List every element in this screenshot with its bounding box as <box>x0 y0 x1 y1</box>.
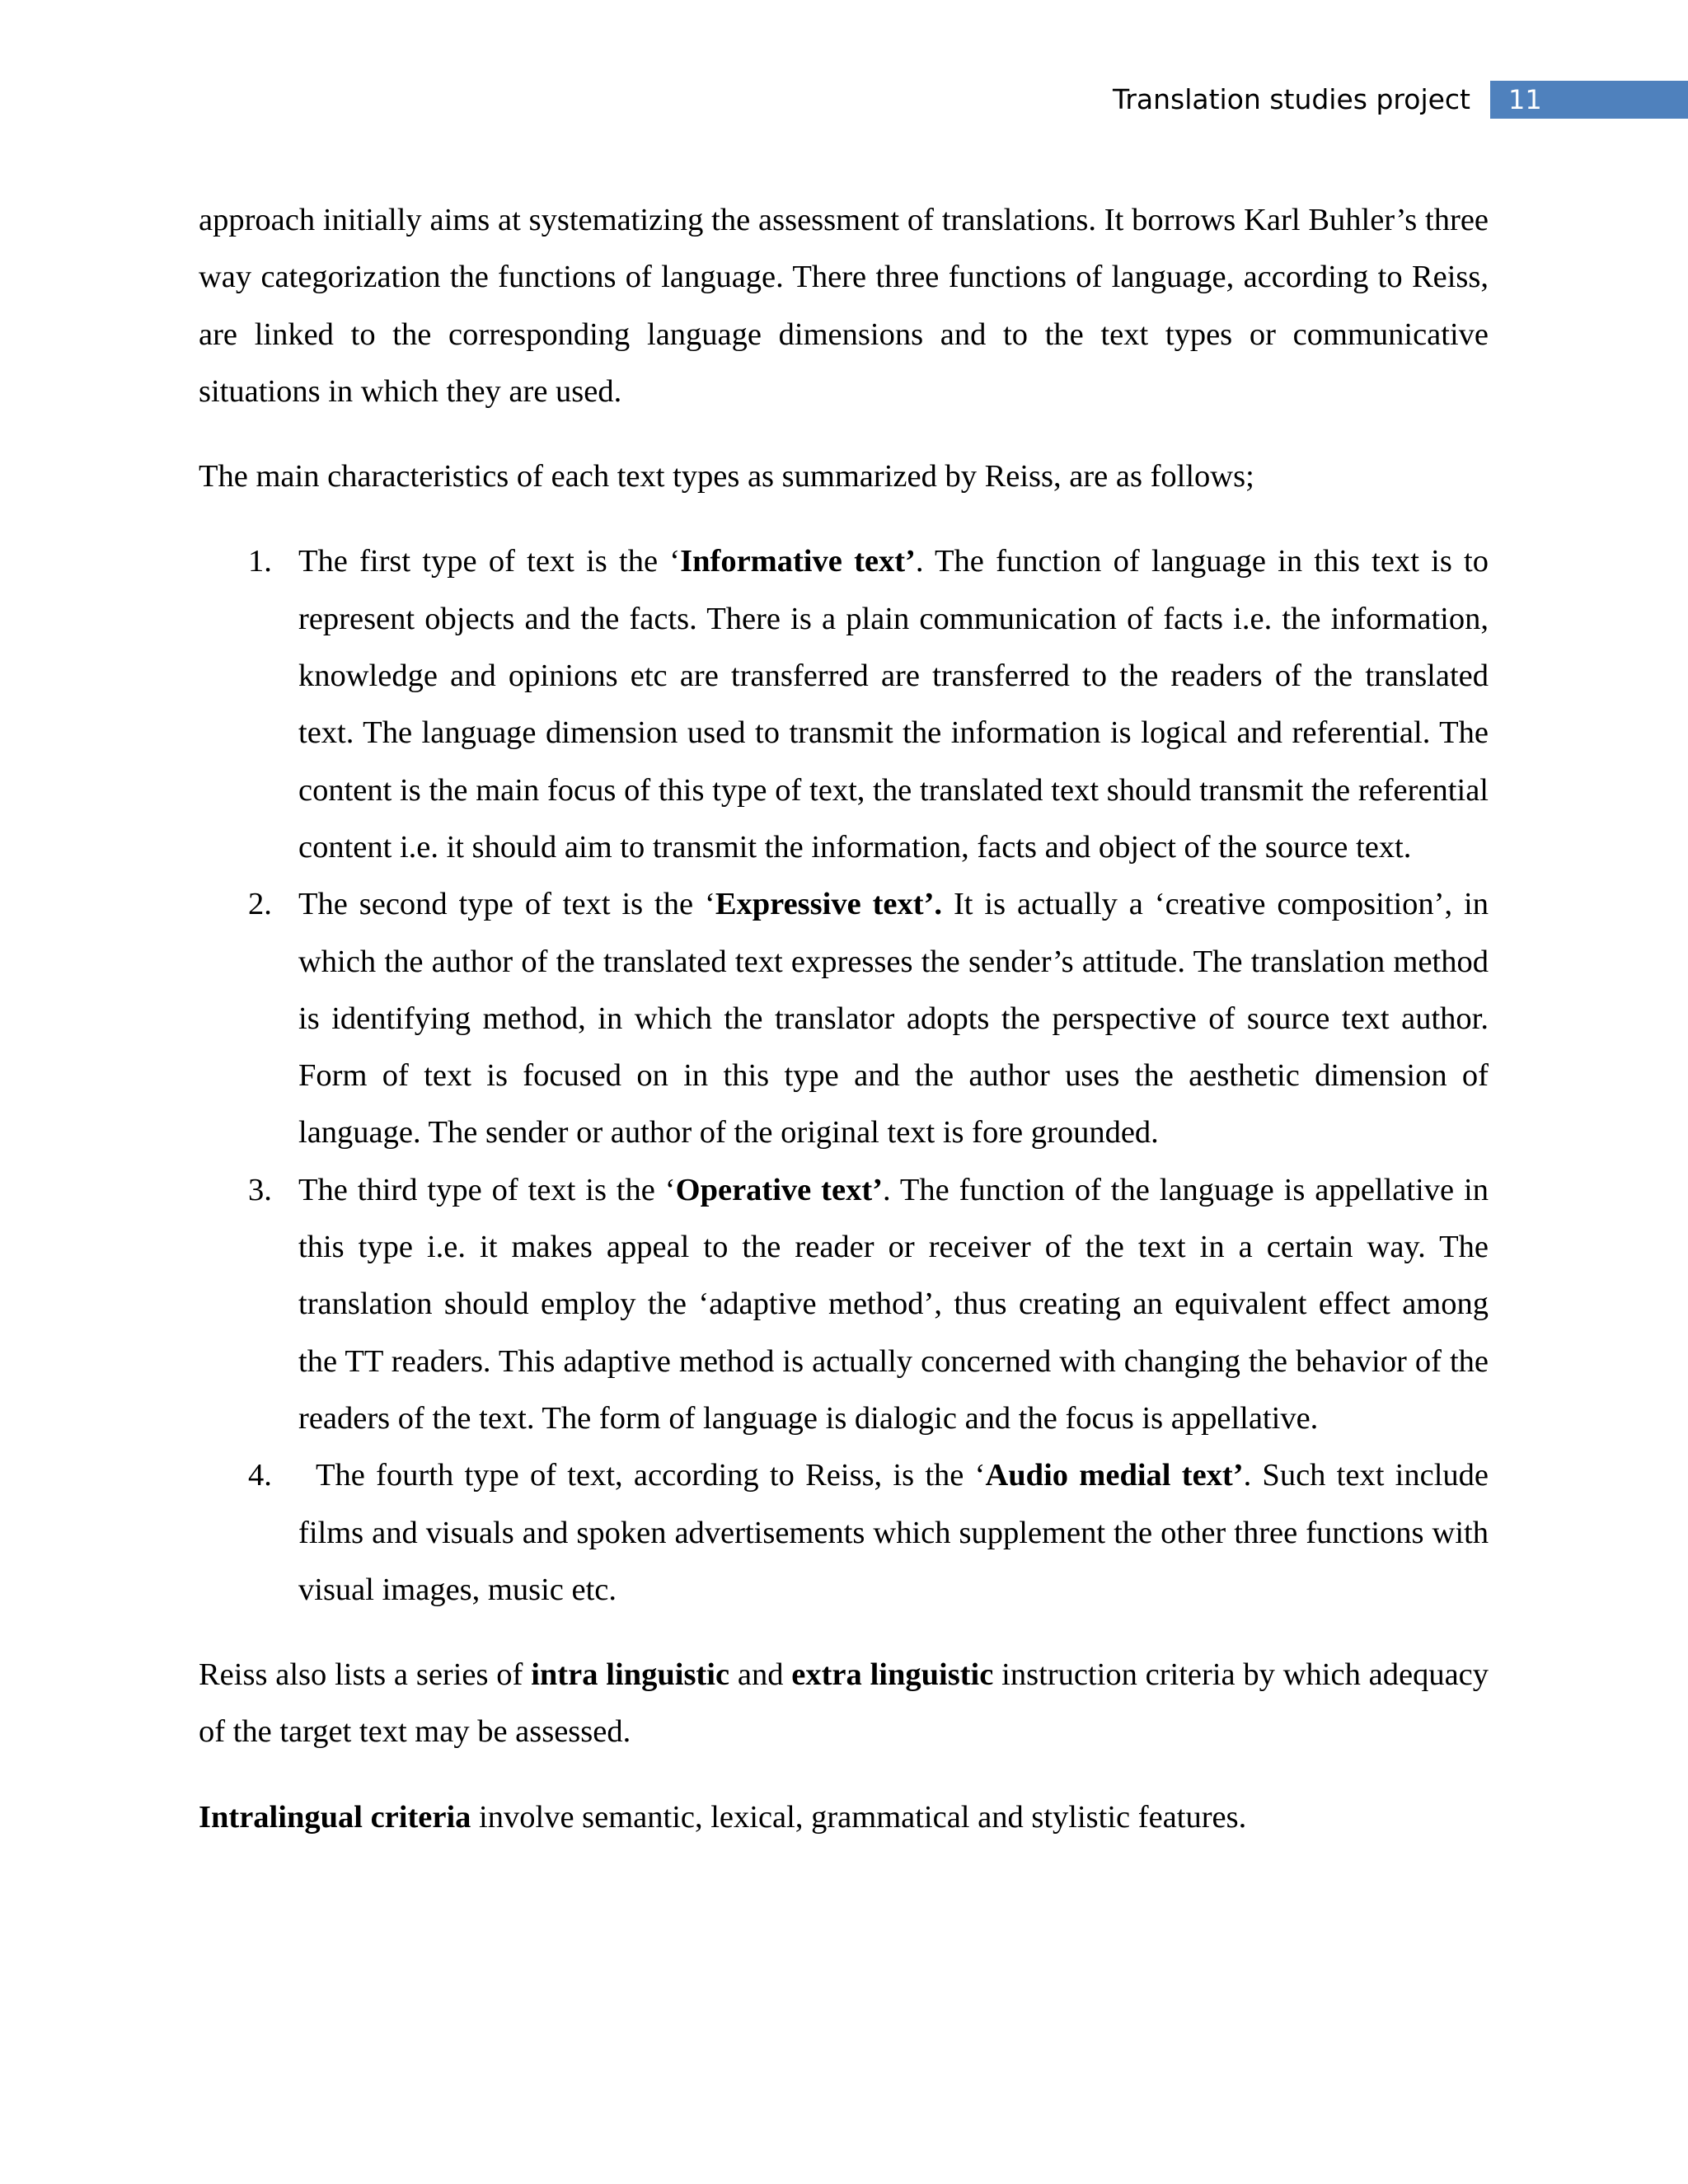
list-text: . The function of the language is appellative in this type i.e. it makes appeal to the reader or receiver of the text in a certain way. The translation should employ the ‘adaptive method’, thus creating an equivalent effect among the TT readers. This adaptive method is actually concerned with changing the behavior of the readers of the text. The form of language is dialogic and the focus is appellative. <box>298 1172 1489 1436</box>
criteria-text: and <box>729 1657 792 1693</box>
list-term: Expressive text’. <box>715 887 943 922</box>
page-number-badge: 11 <box>1490 81 1688 119</box>
page-header <box>0 81 1688 119</box>
document-body <box>199 192 1489 1846</box>
criteria-text: Reiss also lists a series of <box>199 1657 532 1693</box>
list-term: Informative text’ <box>680 544 916 579</box>
list-item <box>199 1447 1489 1619</box>
extra-linguistic-term: extra linguistic <box>791 1657 994 1693</box>
list-text: The second type of text is the ‘ <box>298 887 715 922</box>
list-number: 3. <box>248 1172 272 1207</box>
list-text: The third type of text is the ‘ <box>298 1172 676 1207</box>
list-number: 1. <box>248 544 272 579</box>
criteria-text: instruction criteria by which adequacy of the target text may be assessed. <box>199 1657 1489 1750</box>
list-text: . The function of language in this text is to represent objects and the facts. There is a plain communication of facts i.e. the information, knowledge and opinions etc are transferred are transferred to the readers of the translated text. The language dimension used to transmit the information is logical and referential. The content is the main focus of this type of text, the translated text should transmit the referential content i.e. it should aim to transmit the information, facts and object of the source text. <box>298 544 1489 865</box>
intro-paragraph: approach initially aims at systematizing the assessment of translations. It borrows Karl Buhler’s three way categorization the functions of language. There three functions of language, according to Reiss, are linked to the corresponding language dimensions and to the text types or communicative situations in which they are used. <box>199 203 1489 409</box>
summary-lead: The main characteristics of each text types as summarized by Reiss, are as follows; <box>199 459 1254 494</box>
list-number: 2. <box>248 887 272 922</box>
list-term: Operative text’ <box>675 1172 883 1207</box>
intralingual-text: involve semantic, lexical, grammatical and stylistic features. <box>471 1799 1247 1835</box>
list-text: The first type of text is the ‘ <box>298 544 681 579</box>
intralingual-paragraph <box>199 1789 1489 1846</box>
list-text: The fourth type of text, according to Reiss, is the ‘ <box>316 1458 986 1493</box>
intra-linguistic-term: intra linguistic <box>531 1657 730 1693</box>
list-text: It is actually a ‘creative composition’, in which the author of the translated text expresses the sender’s attitude. The translation method is identifying method, in which the translator adopts the perspective of source text author. Form of text is focused on in this type and the author uses the aesthetic dimension of language. The sender or author of the original text is fore grounded. <box>298 887 1489 1151</box>
criteria-paragraph <box>199 1647 1489 1761</box>
intralingual-term: Intralingual criteria <box>199 1799 471 1835</box>
list-text: . Such text include films and visuals and spoken advertisements which supplement the other three functions with visual images, music etc. <box>298 1458 1489 1607</box>
list-number: 4. <box>248 1458 272 1493</box>
text-types-list <box>199 533 1489 1619</box>
list-item <box>199 533 1489 876</box>
list-item <box>199 1162 1489 1447</box>
list-item <box>199 876 1489 1161</box>
list-term: Audio medial text’ <box>985 1458 1244 1493</box>
header-title: Translation studies project <box>1113 83 1470 115</box>
